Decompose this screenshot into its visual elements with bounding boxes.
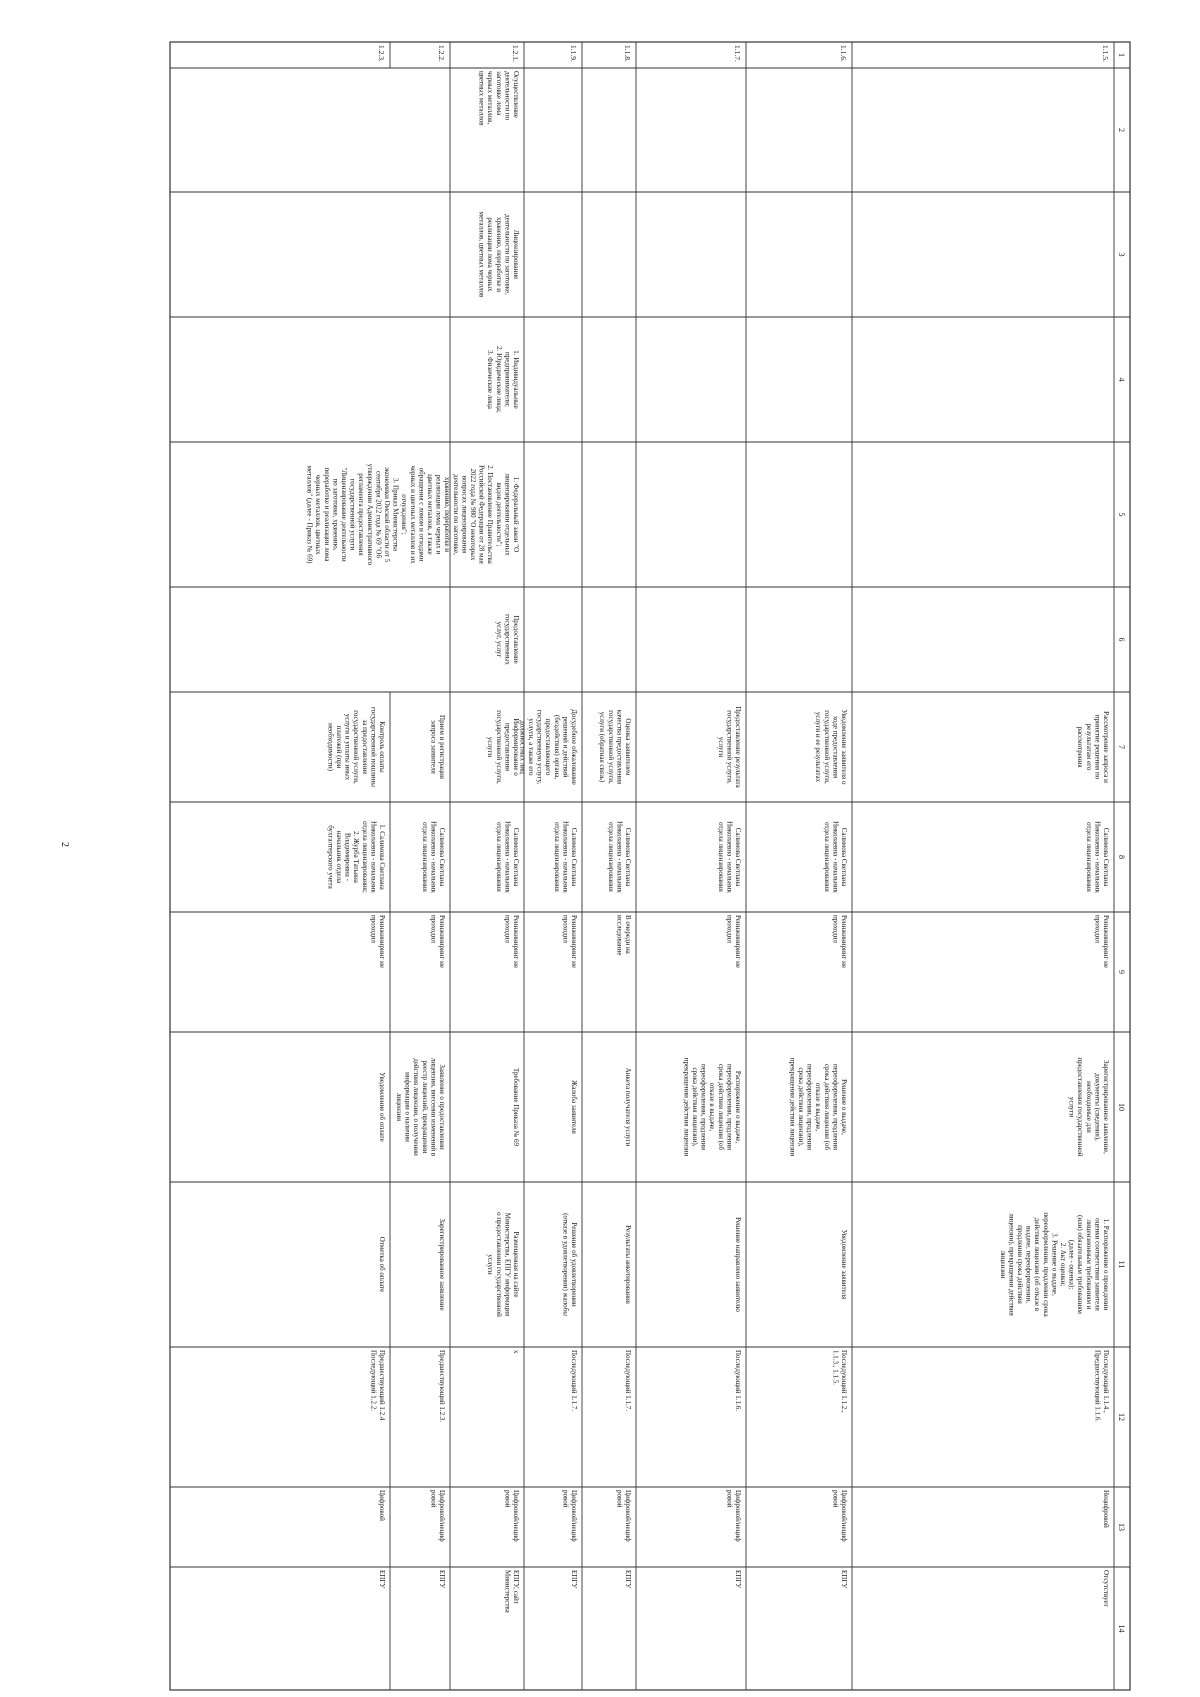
column-number: 6 [1117,637,1126,642]
cell-col-11: оценки соответствия заявителя [1093,1218,1102,1311]
cell-col-11: (или) обязательным требованиям [1076,1215,1085,1314]
cell-col-5: вопросах лицензирования [460,475,469,554]
cell-col-8: Салимова Светлана [1102,827,1110,887]
cell-col-10: Анкета получателя услуги [624,1067,632,1147]
cell-col-5: регламента предоставления [357,473,366,556]
row-id: 1.1.5. [1101,45,1110,62]
cell-col-10: прекращении действия лицензии [788,1057,797,1157]
cell-col-8: отдела лицензирования [1084,822,1093,892]
cell-col-5: по заготовке, хранению, [331,478,340,551]
cell-col-9: проходил [503,915,512,943]
cell-col-5: обращения с ломом и отходами [417,467,426,562]
cell-col-8: Владимировна - [343,833,352,881]
cell-col-5: переработке и реализации лома [322,467,331,562]
cell-col-10: срока действия лицензии (об [822,1063,831,1151]
cell-col-8: бухгалтерского учета [326,825,335,889]
cell-col-5: отчуждения"; [400,494,409,535]
cell-col-5: 2. Постановление Правительства [486,465,495,564]
cell-col-11: Зарегистрированное заявление [438,1218,446,1311]
cell-col-5: видов деятельности"; [494,482,503,547]
column-number: 2 [1117,128,1126,132]
cell-col-8: начальник отдела [335,830,343,884]
cell-col-14: ЕПГУ [438,1570,446,1589]
cell-col-8: 1. Салимова Светлана [378,824,386,890]
column-number: 9 [1117,970,1126,974]
cell-col-11: Отметка об оплате [378,1236,386,1293]
cell-col-6: государственных [503,614,512,665]
cell-col-11: 2. Акт оценки; [1059,1242,1067,1287]
cell-col-9: В очереди на [624,915,632,954]
column-number: 10 [1117,1103,1126,1111]
cell-col-12: Предшествующий 1.2.4 [378,1350,386,1421]
cell-col-8: Николаевна - начальник [615,821,624,893]
cell-col-8: Салимова Светлана [570,827,578,887]
cell-col-11: лицензии [998,1250,1007,1279]
cell-col-13: Цифровой/нециф [624,1490,632,1542]
cell-col-7: государственной услуги, [822,710,831,784]
cell-col-10: Уведомление об оплате [378,1072,386,1142]
row-id: 1.2.1. [511,45,520,62]
cell-col-13: Нецифровой [1102,1490,1110,1528]
cell-col-10: Жалоба заявителя [570,1080,578,1134]
cell-col-14: ЕПГУ [378,1570,386,1589]
cell-col-10: документы (сведения), [1093,1073,1102,1141]
cell-col-5: черных и цветных металлов и их [408,465,417,564]
cell-col-5: сентября 2022 года № 69 "Об [374,470,383,559]
cell-col-2: Осуществление [512,71,520,118]
cell-col-8: Николаевна - начальник [503,821,512,893]
cell-col-9: Реинжиниринг не [840,915,848,968]
cell-col-10: срока действия лицензии), [797,1067,805,1147]
cell-col-12: Предшествующий 1.1.6. [1093,1350,1102,1423]
cell-col-5: Российской Федерации от 28 мая [477,465,486,564]
cell-col-9: проходил [725,915,734,943]
cell-col-10: прекращении действия лицензии [682,1057,691,1157]
cell-col-10: срока действия лицензии (об [716,1063,725,1151]
cell-col-12: 1.1.3., 1.1.5. [831,1350,840,1385]
cell-col-10: услуги [1067,1096,1076,1118]
cell-col-10: отказе в выдаче, [814,1082,823,1132]
cell-col-8: Николаевна - начальник [429,821,438,893]
cell-col-8: отдела лицензирования [716,822,725,892]
cell-col-12: Последующий 1.1.2., [840,1350,848,1413]
cell-col-7: услуги (обратная связь) [598,711,607,783]
cell-col-8: Салимова Светлана [624,827,632,887]
page-number: 2 [59,842,70,847]
cell-col-10: Решение о выдаче, [840,1079,848,1135]
cell-col-11: Министерства, ЕПГУ информация [503,1212,512,1317]
cell-col-14: ЕПГУ [840,1570,848,1589]
column-number: 11 [1117,1260,1126,1269]
cell-col-8: Салимова Светлана [734,827,742,887]
cell-col-13: Цифровой/нециф [734,1490,742,1542]
cell-col-11: выдаче, переоформлении, [1024,1226,1033,1303]
cell-col-9: Реинжиниринг не [512,915,520,968]
cell-col-9: проходил [1093,915,1102,943]
cell-col-7: Прием и регистрация [438,715,446,779]
cell-col-4: 2. Юридические лица; [494,346,503,413]
cell-col-13: ровой [429,1490,438,1508]
cell-col-8: отдела лицензирования [606,822,615,892]
cell-col-10: отказе в выдаче, [708,1082,717,1132]
cell-col-4: предприниматели; [503,352,512,407]
cell-col-12: Последующий 1.1.4., [1102,1350,1110,1413]
cell-col-9: Реинжиниринг не [378,915,386,968]
cell-col-7: принятие решения по [1093,714,1102,780]
cell-col-7: решений и действий [561,716,570,778]
cell-col-10: Требование Приказа № 69 [512,1067,520,1147]
cell-col-14: Отсутствует [1102,1570,1110,1607]
cell-col-12: Последующий 1.1.6. [734,1350,742,1412]
cell-col-11: Уведомление заявителя [840,1229,848,1300]
cell-col-3: деятельности по заготовке, [503,214,512,295]
cell-col-11: лицензионным требованиям и [1084,1219,1093,1310]
cell-col-8: Николаевна - начальник [369,821,378,893]
cell-col-8: отдела лицензирования; [360,821,369,893]
cell-col-10: срока действия лицензии), [691,1067,699,1147]
cell-col-10: предоставления государственной [1076,1057,1085,1157]
cell-col-11: 3. Решение о выдаче, [1050,1233,1059,1296]
cell-col-13: Цифровой [378,1490,386,1521]
column-number: 5 [1117,512,1126,517]
cell-col-12: Последующий 1.1.7. [624,1350,632,1412]
column-number: 4 [1117,377,1126,382]
cell-col-7: предоставлении [503,723,512,771]
cell-col-10: Зарегистрированное заявление, [1102,1060,1110,1154]
cell-col-11: действия лицензии (об отказе в [1033,1217,1042,1312]
cell-col-12: Последующий 1.1.7. [570,1350,578,1412]
cell-col-2: черных металлов, [486,71,495,125]
cell-col-7: за предоставление [360,719,369,775]
cell-col-10: переоформлении, продлении [699,1063,708,1151]
cell-col-7: Рассмотрение запроса и [1102,711,1110,783]
cell-col-6: Предоставление [512,615,520,664]
cell-col-7: государственной услуги, [494,710,503,784]
cell-col-5: 2022 года № 980 "О некоторых [469,468,477,561]
cell-col-11: услуги [486,1254,495,1275]
cell-col-7: государственной пошлины [369,707,378,787]
cell-col-14: Министерства [503,1570,512,1613]
cell-col-13: ровой [831,1490,840,1508]
cell-col-5: цветных металлов, а также [426,474,434,555]
cell-col-7: Уведомление заявителя о [840,709,848,785]
cell-col-11: Размещенная на сайте [512,1231,520,1298]
cell-col-2: цветных металлов [477,71,486,126]
cell-col-11: переоформлении, продлении срока [1041,1212,1050,1317]
cell-col-13: Цифровой/нециф [840,1490,848,1542]
cell-col-5: "Лицензирование деятельности [340,467,348,562]
cell-col-5: деятельности по заготовке, [451,474,460,555]
cell-col-8: Николаевна - начальник [561,821,570,893]
row-id: 1.2.2. [437,45,446,62]
cell-col-11: лицензии), прекращении действия [1007,1213,1016,1316]
cell-col-9: проходил [831,915,840,943]
cell-col-13: ровой [615,1490,624,1508]
cell-col-12: x [512,1350,520,1354]
cell-col-7: услуги и уплаты иных [343,713,352,781]
cell-col-13: ровой [561,1490,570,1508]
cell-col-7: качества предоставления [615,709,624,785]
cell-col-7: услуги и ее результатах [814,711,823,783]
cell-col-6: услуг, услуг [494,621,503,658]
cell-col-11: (далее - оценка); [1067,1239,1076,1290]
cell-col-5: лицензировании отдельных [503,473,512,556]
cell-col-3: металлов, цветных металлов [477,211,486,298]
cell-col-7: ходе предоставления [831,715,840,779]
cell-col-7: запроса заявителя [429,720,438,774]
cell-col-11: Результаты анкетирования [624,1225,632,1304]
cell-col-7: услуги [486,736,495,758]
cell-col-5: реализации лома черных и [434,474,443,555]
cell-col-7: рассмотрения [1076,726,1085,768]
cell-col-9: проходил [561,915,570,943]
cell-col-7: (бездействия) органа, [552,714,561,780]
cell-col-10: Распоряжение о выдаче, [734,1070,742,1144]
cell-col-13: Цифровой/нециф [570,1490,578,1542]
cell-col-3: реализации лома черных [486,217,495,292]
row-id: 1.1.6. [839,45,848,62]
cell-col-7: платежей (при [335,725,343,769]
cell-col-5: черных металлов, цветных [314,474,323,555]
cell-col-14: ЕПГУ [570,1570,578,1589]
cell-col-8: Николаевна - начальник [831,821,840,893]
cell-col-12: Предшествующий 1.2.3. [438,1350,446,1423]
cell-col-7: государственной услуги, [725,710,734,784]
cell-col-11: продлении срока действия [1016,1225,1024,1304]
cell-col-4: 3. Физические лица [486,350,495,409]
cell-col-7: необходимости) [326,723,335,771]
cell-col-10: переоформлении, продлении [805,1063,814,1151]
column-number: 13 [1117,1523,1126,1531]
cell-col-10: лицензии, внесении изменений в [429,1057,438,1157]
cell-col-8: отдела лицензирования [494,822,503,892]
cell-col-13: Цифровой/нециф [512,1490,520,1542]
cell-col-12: Последующий 1.2.2. [369,1350,378,1412]
cell-col-8: Николаевна - начальник [725,821,734,893]
cell-col-9: Реинжиниринг не [1102,915,1110,968]
cell-col-8: отдела лицензирования [420,822,429,892]
cell-col-10: переоформлении, продлении [831,1063,840,1151]
cell-col-3: Лицензирование [512,229,520,280]
cell-col-13: Цифровой/нециф [438,1490,446,1542]
cell-col-9: исследование [615,915,624,956]
cell-col-3: хранению, переработке и [494,216,503,293]
cell-col-5: экономики Омской области от 5 [383,466,391,563]
cell-col-5: утверждении Административного [365,463,374,566]
row-id: 1.1.9. [569,45,578,62]
cell-col-14: ЕПГУ, сайт [512,1570,520,1604]
cell-col-7: должностных лиц [518,720,527,774]
cell-col-7: Оценка заявителем [624,718,632,776]
cell-col-4: 1. Индивидуальные [512,350,520,409]
cell-col-11: о предоставлении государственной [494,1212,503,1317]
cell-col-2: деятельности по [503,71,512,121]
cell-col-10: необходимые для [1084,1081,1093,1133]
cell-col-8: Салимова Светлана [512,827,520,887]
cell-col-13: ровой [725,1490,734,1508]
cell-col-7: государственную услугу, [535,709,544,785]
column-number: 8 [1117,855,1126,859]
cell-col-8: Салимова Светлана [840,827,848,887]
cell-col-8: 2. Журба Татьяна [352,831,361,883]
cell-col-9: Реинжиниринг не [438,915,446,968]
cell-col-8: Николаевна - начальник [1093,821,1102,893]
cell-col-8: Салимова Светлана [438,827,446,887]
cell-col-13: ровой [503,1490,512,1508]
cell-col-10: переоформлении, продлении [725,1063,734,1151]
column-number: 3 [1117,252,1126,257]
cell-col-9: Реинжиниринг не [570,915,578,968]
cell-col-5: государственной услуги [348,478,357,551]
cell-col-11: 1. Распоряжение о проведении [1102,1218,1110,1311]
cell-col-9: проходил [429,915,438,943]
cell-col-5: 3. Приказ Министерства [391,478,400,551]
cell-col-5: 1. Федеральный закон "О [512,476,520,553]
cell-col-7: Информирование о [512,718,520,776]
cell-col-9: проходил [369,915,378,943]
cell-col-7: Досудебное обжалование [570,709,578,785]
column-number: 1 [1117,53,1126,57]
cell-col-9: Реинжиниринг не [734,915,742,968]
cell-col-10: действия лицензии, о получении [412,1058,421,1156]
cell-col-7: услуги, а также его [527,718,535,776]
column-number: 12 [1117,1413,1126,1421]
cell-col-7: государственной услуги, [352,710,361,784]
column-number: 14 [1117,1624,1126,1633]
cell-col-7: предоставляющего [544,718,553,776]
cell-col-7: результатам его [1084,723,1093,771]
cell-col-14: ЕПГУ [624,1570,632,1589]
cell-col-2: заготовке лома [494,71,503,116]
row-id: 1.1.7. [733,45,742,62]
cell-col-5: металлов" (далее - Приказ № 69) [305,465,314,564]
cell-col-11: (отказе в удовлетворении) жалобы [561,1213,570,1316]
column-number: 7 [1117,745,1126,749]
cell-col-10: лицензии [395,1092,403,1122]
cell-col-14: ЕПГУ [734,1570,742,1589]
cell-col-5: хранению, переработке и [443,476,452,553]
cell-col-7: государственной услуги, [606,710,615,784]
cell-col-7: Предоставление результата [734,706,742,788]
cell-col-11: Решение направлено заявителю [734,1217,742,1312]
cell-col-10: реестр лицензий, прекращении [420,1060,429,1154]
cell-col-10: Заявление о предоставлении [438,1064,446,1150]
cell-col-7: Контроль оплаты [378,721,386,773]
row-id: 1.2.3. [377,45,386,62]
cell-col-11: Решение об удовлетворении [570,1222,578,1307]
cell-col-8: отдела лицензирования [552,822,561,892]
row-id: 1.1.8. [623,45,632,62]
cell-col-7: услуги [716,736,725,758]
cell-col-8: отдела лицензирования [822,822,831,892]
cell-col-10: информации о наличии [403,1072,412,1142]
